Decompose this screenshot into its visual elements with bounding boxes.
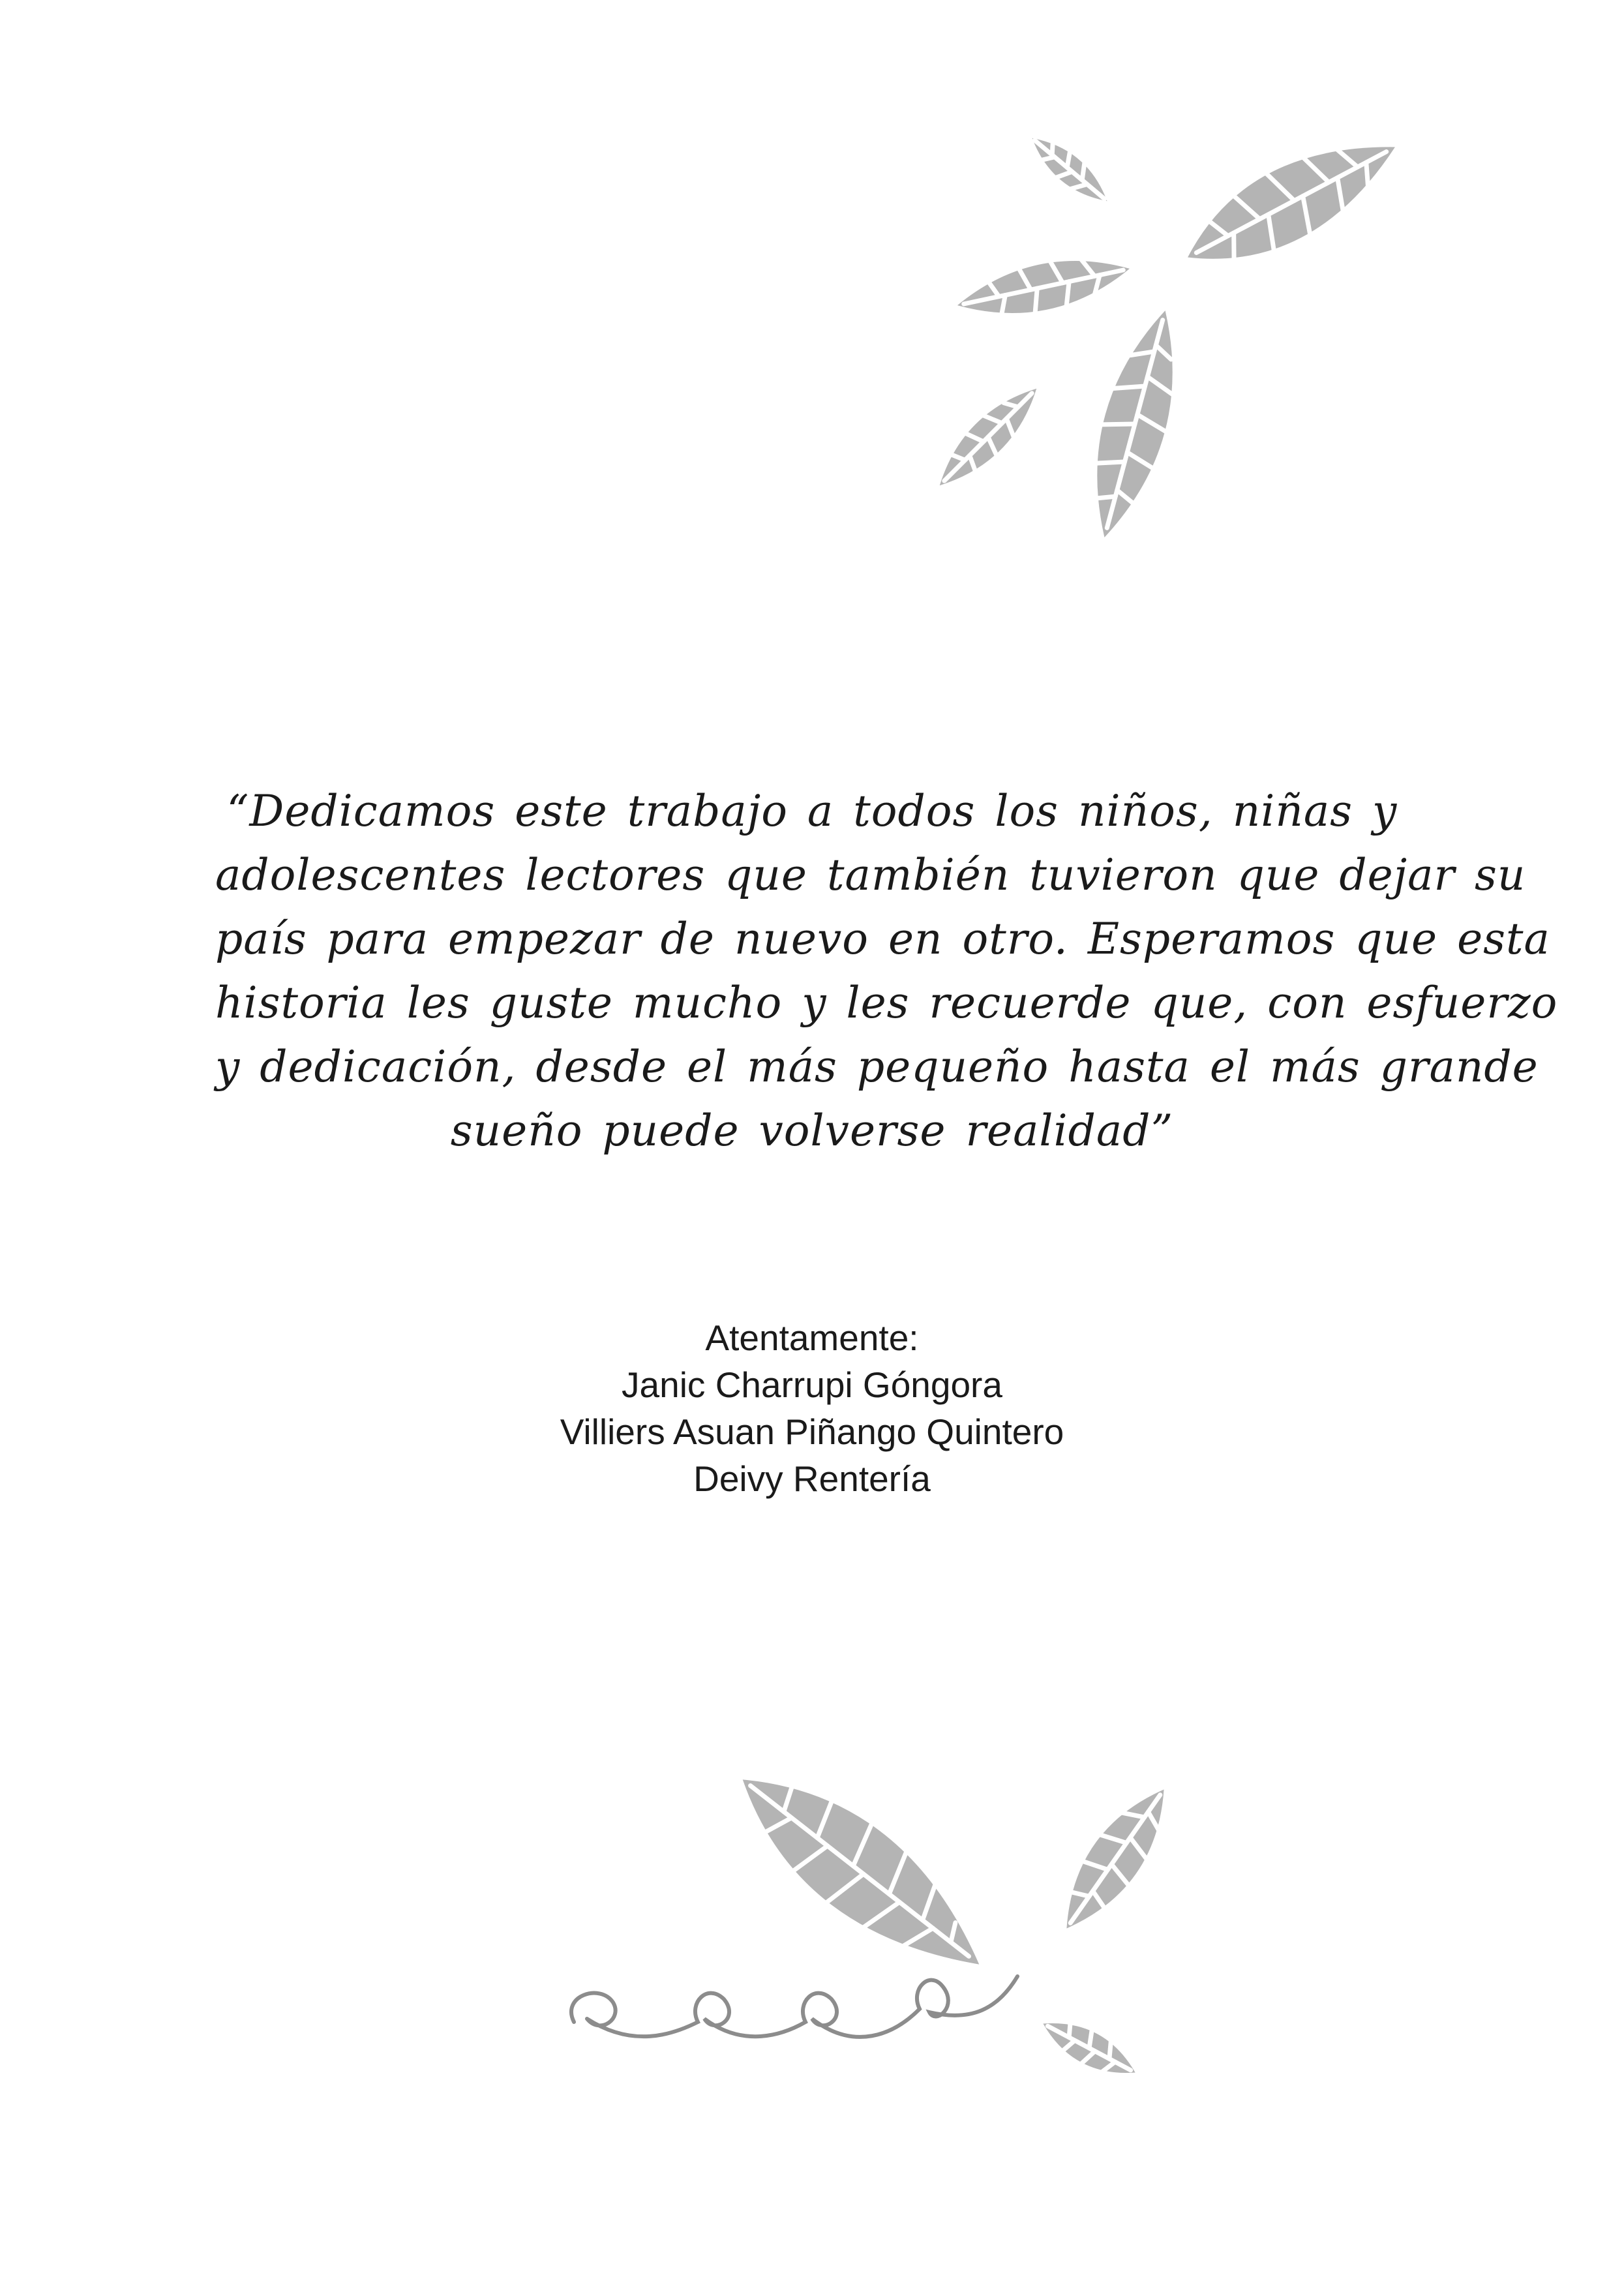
leaf-swirl-icon (548, 1761, 1200, 2126)
author-name: Villiers Asuan Piñango Quintero (560, 1411, 1064, 1452)
dedication-line: historia les guste mucho y les recuerde que, con esfuerzo (215, 978, 1558, 1028)
author-name: Deivy Rentería (693, 1458, 931, 1499)
closing-text: Atentamente: (705, 1318, 919, 1358)
dedication-line: y dedicación, desde el más pequeño hasta el más grande (215, 1042, 1539, 1092)
dedication-line: “Dedicamos este trabajo a todos los niños, niñas y (226, 786, 1398, 836)
signature-block (421, 1314, 1203, 1502)
dedication-line: sueño puede volverse realidad” (450, 1106, 1174, 1156)
leaf-cluster-icon (913, 117, 1422, 561)
author-name: Janic Charrupi Góngora (622, 1365, 1002, 1405)
swirl-line (571, 1976, 1017, 2037)
dedication-line: país para empezar de nuevo en otro. Esperamos que esta (215, 914, 1550, 964)
dedication-line: adolescentes lectores que también tuvieron que dejar su (215, 850, 1526, 900)
dedication-quote (215, 779, 1558, 1163)
